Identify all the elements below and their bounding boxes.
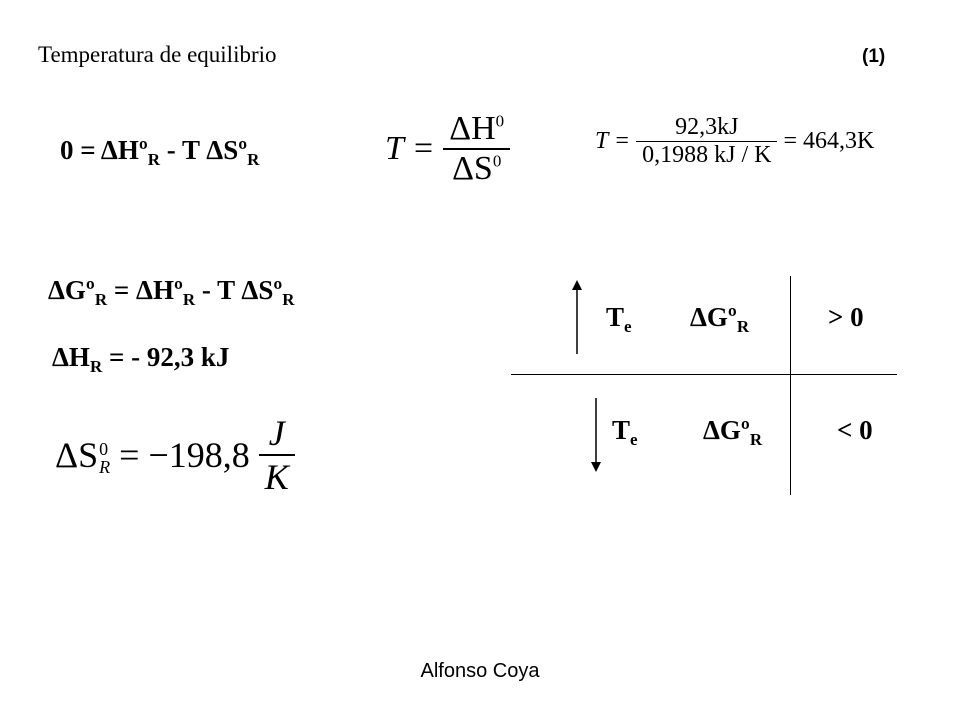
result-rhs: = 464,3K <box>783 128 875 154</box>
footer-author: Alfonso Coya <box>420 660 540 682</box>
eq-part: ΔGº <box>48 275 95 305</box>
eq-subscript: R <box>247 150 260 169</box>
entropy-sub: R <box>99 457 111 478</box>
eq-subscript: R <box>147 150 161 169</box>
temp-subscript: e <box>630 430 638 449</box>
fraction-numerator <box>443 110 510 148</box>
numerator-text: ΔH <box>449 110 496 147</box>
entropy-number: = −198,8 <box>119 435 250 475</box>
eq-subscript: R <box>182 290 196 309</box>
temperature-result <box>595 114 874 169</box>
result-fraction <box>636 114 777 169</box>
eq-part: ΔH <box>52 342 90 372</box>
units-numerator: J <box>268 413 285 453</box>
table-top-temperature <box>606 302 632 337</box>
gibbs-symbol: ΔGº <box>703 415 750 445</box>
eq-part: - T ΔSº <box>160 135 248 165</box>
eq-subscript: R <box>89 357 103 376</box>
formula-lhs: T = <box>385 130 435 167</box>
denominator-sup: 0 <box>492 151 502 171</box>
gibbs-equation <box>48 275 295 310</box>
eq-part: - T ΔSº <box>195 275 283 305</box>
table-bottom-sign: < 0 <box>837 415 873 445</box>
eq-part: = - 92,3 kJ <box>102 342 230 372</box>
gibbs-subscript: R <box>736 317 750 336</box>
temp-symbol: T <box>606 302 625 332</box>
table-vertical-line <box>790 276 791 495</box>
table-top-gibbs <box>690 302 749 337</box>
arrow-up-icon <box>570 280 584 354</box>
entropy-units-fraction <box>259 412 295 498</box>
result-denominator: 0,1988 kJ / K <box>636 141 777 169</box>
eq-part: 0 = ΔHº <box>60 135 148 165</box>
result-lhs: T = <box>595 128 631 154</box>
temp-symbol: T <box>612 415 631 445</box>
denominator-text: ΔS <box>452 150 493 187</box>
temperature-formula <box>385 110 510 188</box>
result-numerator: 92,3kJ <box>675 114 739 140</box>
slide-title: Temperatura de equilibrio <box>38 42 277 67</box>
temp-subscript: e <box>624 317 632 336</box>
gibbs-subscript: R <box>749 430 763 449</box>
fraction-denominator <box>443 148 510 188</box>
entropy-symbol: ΔS <box>55 434 99 475</box>
arrow-down-icon <box>589 398 603 472</box>
table-horizontal-line <box>511 374 897 375</box>
eq-subscript: R <box>94 290 108 309</box>
eq-part: = ΔHº <box>107 275 183 305</box>
gibbs-symbol: ΔGº <box>690 302 737 332</box>
numerator-sup: 0 <box>495 111 505 131</box>
entropy-lhs <box>55 434 111 478</box>
slide-number: (1) <box>862 46 886 67</box>
entropy-value <box>55 412 295 498</box>
formula-fraction <box>443 110 510 188</box>
equilibrium-equation <box>60 135 259 170</box>
entropy-sup: 0 <box>99 439 109 460</box>
enthalpy-value <box>52 342 229 377</box>
table-bottom-temperature <box>612 415 638 450</box>
table-bottom-gibbs <box>703 415 762 450</box>
table-top-sign: > 0 <box>828 302 864 332</box>
eq-subscript: R <box>282 290 295 309</box>
units-denominator: K <box>259 454 295 498</box>
